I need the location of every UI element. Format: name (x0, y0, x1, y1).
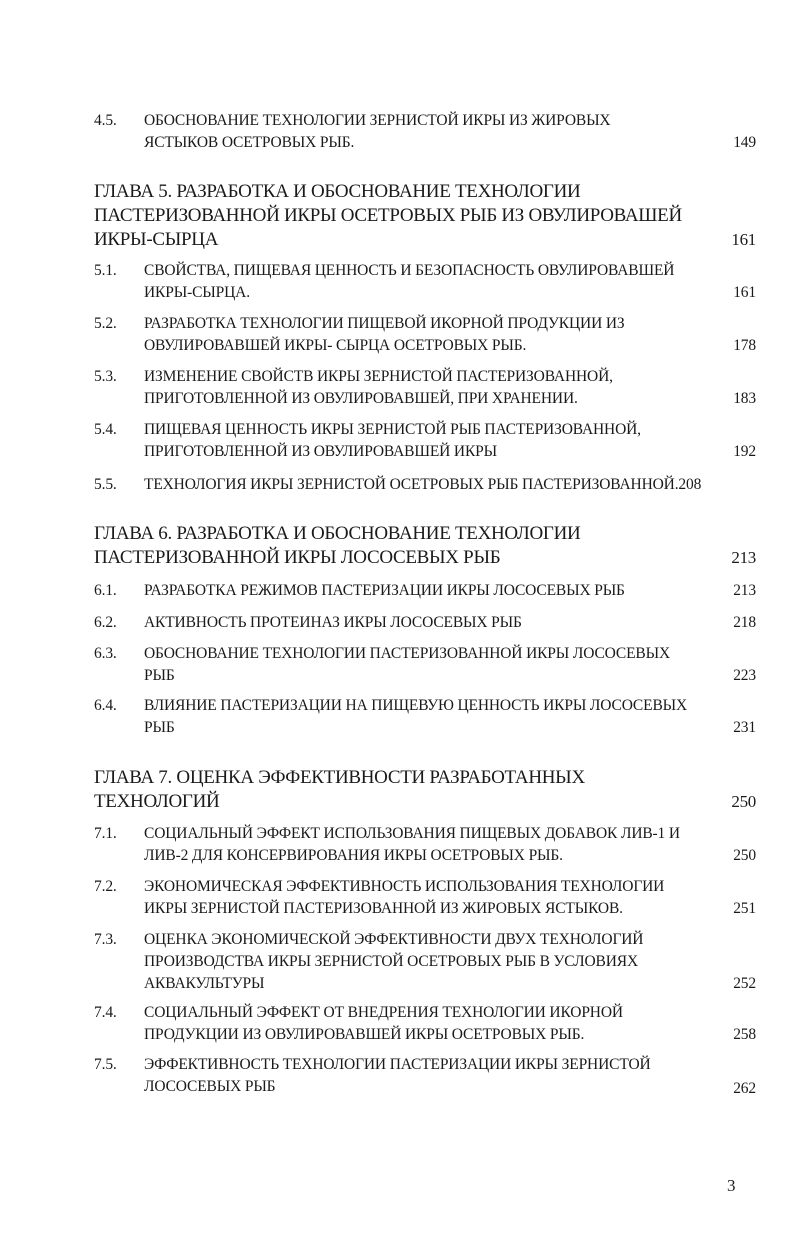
toc-entry-7-1 (94, 823, 756, 867)
entry-title: ВЛИЯНИЕ ПАСТЕРИЗАЦИИ НА ПИЩЕВУЮ ЦЕННОСТЬ ИКРЫ ЛОСОСЕВЫХ РЫБ (144, 697, 688, 736)
toc-entry-7-5 (94, 1054, 756, 1102)
chapter-title: ГЛАВА 6. РАЗРАБОТКА И ОБОСНОВАНИЕ ТЕХНОЛОГИИ ПАСТЕРИЗОВАННОЙ ИКРЫ ЛОСОСЕВЫХ РЫБ (94, 523, 581, 568)
entry-page-number: 192 (733, 443, 756, 460)
entry-number: 7.3. (94, 931, 117, 948)
toc-entry-7-3 (94, 929, 756, 995)
toc-entry-6-2 (94, 612, 756, 634)
entry-number: 5.4. (94, 421, 117, 438)
entry-number: 6.1. (94, 582, 117, 599)
page-number: 3 (727, 1176, 736, 1195)
entry-page-number: 262 (733, 1080, 756, 1097)
chapter-page-number: 161 (731, 230, 756, 249)
entry-number: 7.4. (94, 1004, 117, 1021)
entry-title: АКТИВНОСТЬ ПРОТЕИНАЗ ИКРЫ ЛОСОСЕВЫХ РЫБ (144, 614, 522, 631)
entry-title: СВОЙСТВА, ПИЩЕВАЯ ЦЕННОСТЬ И БЕЗОПАСНОСТЬ ОВУЛИРОВАВШЕЙ ИКРЫ-СЫРЦА. (144, 262, 675, 301)
entry-title: РАЗРАБОТКА РЕЖИМОВ ПАСТЕРИЗАЦИИ ИКРЫ ЛОСОСЕВЫХ РЫБ (144, 582, 625, 599)
entry-page-number: 223 (733, 667, 756, 684)
toc-entry-4-5 (94, 110, 756, 154)
entry-page-number: 231 (733, 719, 756, 736)
entry-title: ТЕХНОЛОГИЯ ИКРЫ ЗЕРНИСТОЙ ОСЕТРОВЫХ РЫБ ПАСТЕРИЗОВАННОЙ.208 (144, 476, 702, 493)
entry-number: 6.4. (94, 697, 117, 714)
entry-number: 5.5. (94, 476, 117, 493)
toc-entry-7-2 (94, 876, 756, 920)
entry-title: ПИЩЕВАЯ ЦЕННОСТЬ ИКРЫ ЗЕРНИСТОЙ РЫБ ПАСТЕРИЗОВАННОЙ, ПРИГОТОВЛЕННОЙ ИЗ ОВУЛИРОВАВШЕЙ ИКРЫ (144, 421, 641, 460)
toc-entry-6-4 (94, 695, 756, 739)
entry-title: ОБОСНОВАНИЕ ТЕХНОЛОГИИ ПАСТЕРИЗОВАННОЙ ИКРЫ ЛОСОСЕВЫХ РЫБ (144, 645, 670, 684)
entry-title: СОЦИАЛЬНЫЙ ЭФФЕКТ ИСПОЛЬЗОВАНИЯ ПИЩЕВЫХ ДОБАВОК ЛИВ-1 И ЛИВ-2 ДЛЯ КОНСЕРВИРОВАНИЯ ИКРЫ ОСЕТРОВЫХ РЫБ. (144, 825, 680, 864)
entry-page-number: 213 (733, 582, 756, 599)
toc-chapter-7 (94, 766, 756, 814)
toc-entry-5-2 (94, 313, 756, 357)
entry-page-number: 252 (733, 975, 756, 992)
entry-number: 6.3. (94, 645, 117, 662)
entry-page-number: 251 (733, 900, 756, 917)
entry-number: 5.2. (94, 315, 117, 332)
entry-title: РАЗРАБОТКА ТЕХНОЛОГИИ ПИЩЕВОЙ ИКОРНОЙ ПРОДУКЦИИ ИЗ ОВУЛИРОВАВШЕЙ ИКРЫ- СЫРЦА ОСЕТРОВЫХ РЫБ. (144, 315, 625, 354)
entry-page-number: 250 (733, 847, 756, 864)
entry-title: ЭКОНОМИЧЕСКАЯ ЭФФЕКТИВНОСТЬ ИСПОЛЬЗОВАНИЯ ТЕХНОЛОГИИ ИКРЫ ЗЕРНИСТОЙ ПАСТЕРИЗОВАННОЙ ИЗ ЖИРОВЫХ ЯСТЫКОВ. (144, 878, 665, 917)
entry-number: 5.3. (94, 368, 117, 385)
toc-entry-7-4 (94, 1002, 756, 1046)
toc-entry-5-3 (94, 366, 756, 410)
toc-chapter-6 (94, 522, 756, 570)
entry-number: 7.2. (94, 878, 117, 895)
chapter-title: ГЛАВА 5. РАЗРАБОТКА И ОБОСНОВАНИЕ ТЕХНОЛОГИИ ПАСТЕРИЗОВАННОЙ ИКРЫ ОСЕТРОВЫХ РЫБ ИЗ ОВУЛИРОВАШЕЙ ИКРЫ-СЫРЦА (94, 181, 682, 250)
entry-number: 7.1. (94, 825, 117, 842)
entry-page-number: 183 (733, 390, 756, 407)
entry-title: ИЗМЕНЕНИЕ СВОЙСТВ ИКРЫ ЗЕРНИСТОЙ ПАСТЕРИЗОВАННОЙ, ПРИГОТОВЛЕННОЙ ИЗ ОВУЛИРОВАВШЕЙ, ПРИ ХРАНЕНИИ. (144, 368, 613, 407)
chapter-page-number: 213 (731, 548, 756, 567)
entry-page-number: 149 (733, 134, 756, 151)
toc-entry-6-3 (94, 643, 756, 687)
entry-number: 5.1. (94, 262, 117, 279)
chapter-page-number: 250 (731, 792, 756, 811)
entry-number: 4.5. (94, 112, 117, 129)
entry-title: СОЦИАЛЬНЫЙ ЭФФЕКТ ОТ ВНЕДРЕНИЯ ТЕХНОЛОГИИ ИКОРНОЙ ПРОДУКЦИИ ИЗ ОВУЛИРОВАВШЕЙ ИКРЫ ОСЕТРОВЫХ РЫБ. (144, 1004, 623, 1043)
entry-number: 6.2. (94, 614, 117, 631)
entry-page-number: 218 (733, 614, 756, 631)
toc-chapter-5 (94, 180, 756, 252)
entry-page-number: 178 (733, 337, 756, 354)
entry-page-number: 258 (733, 1026, 756, 1043)
entry-page-number: 161 (733, 284, 756, 301)
entry-title: ОБОСНОВАНИЕ ТЕХНОЛОГИИ ЗЕРНИСТОЙ ИКРЫ ИЗ ЖИРОВЫХ ЯСТЫКОВ ОСЕТРОВЫХ РЫБ. (144, 112, 611, 151)
entry-title: ЭФФЕКТИВНОСТЬ ТЕХНОЛОГИИ ПАСТЕРИЗАЦИИ ИКРЫ ЗЕРНИСТОЙ ЛОСОСЕВЫХ РЫБ (144, 1056, 651, 1095)
toc-entry-5-1 (94, 260, 756, 304)
entry-number: 7.5. (94, 1056, 117, 1073)
toc-entry-5-4 (94, 419, 756, 463)
entry-title: ОЦЕНКА ЭКОНОМИЧЕСКОЙ ЭФФЕКТИВНОСТИ ДВУХ ТЕХНОЛОГИЙ ПРОИЗВОДСТВА ИКРЫ ЗЕРНИСТОЙ ОСЕТРОВЫХ РЫБ В УСЛОВИЯХ АКВАКУЛЬТУРЫ (144, 931, 644, 992)
toc-entry-5-5 (94, 474, 756, 496)
toc-entry-6-1 (94, 580, 756, 602)
chapter-title: ГЛАВА 7. ОЦЕНКА ЭФФЕКТИВНОСТИ РАЗРАБОТАННЫХ ТЕХНОЛОГИЙ (94, 767, 585, 812)
